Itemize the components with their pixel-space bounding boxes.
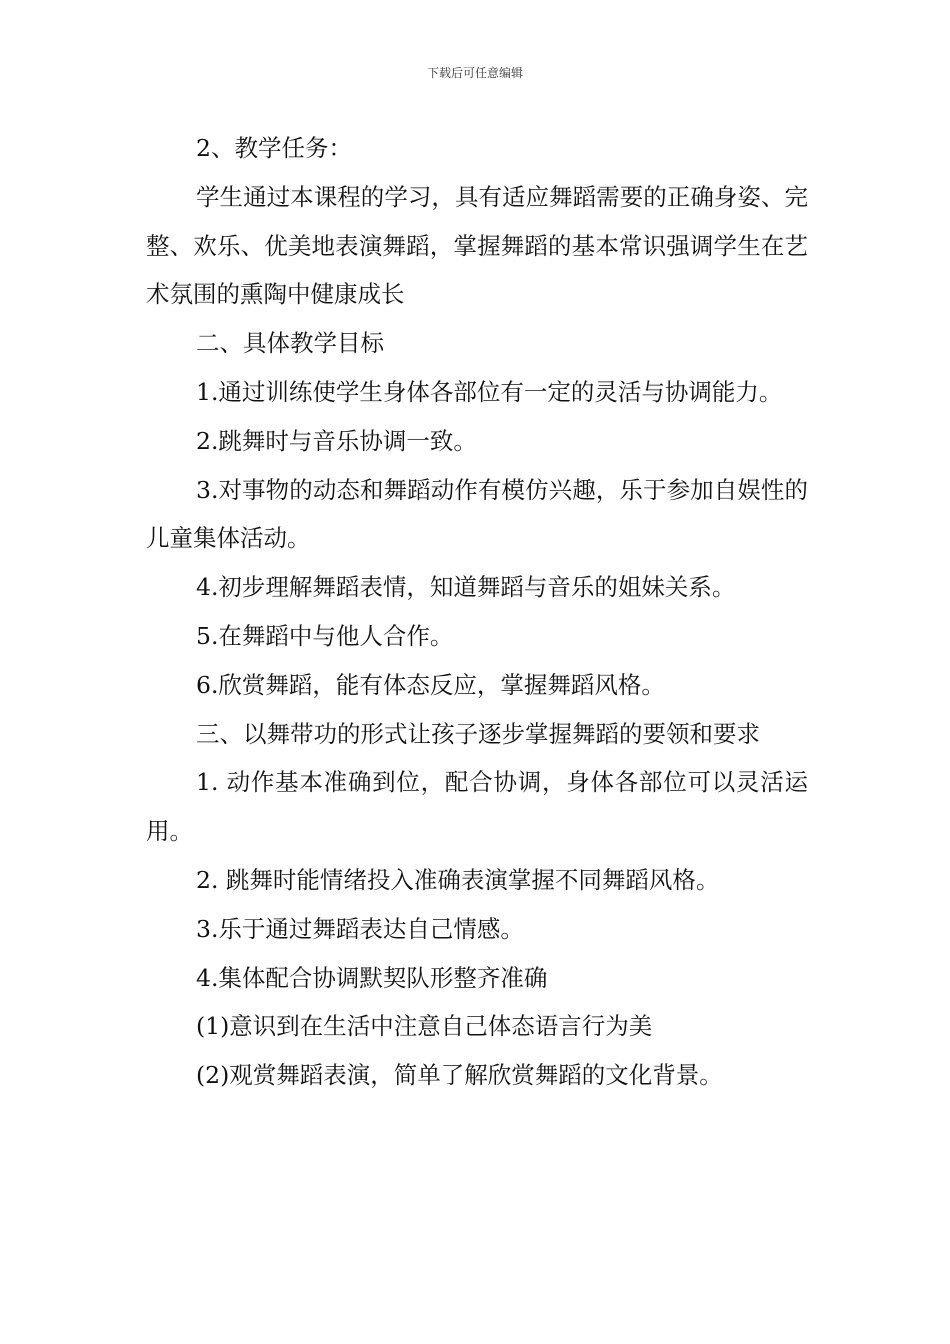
section-requirements-heading: 三、以舞带功的形式让孩子逐步掌握舞蹈的要领和要求 [196, 719, 760, 748]
sub-item-2: (2)观赏舞蹈表演，简单了解欣赏舞蹈的文化背景。 [196, 1061, 723, 1090]
requirement-item-3: 3.乐于通过舞蹈表达自己情感。 [196, 914, 524, 943]
requirement-item-2: 2. 跳舞时能情绪投入准确表演掌握不同舞蹈风格。 [196, 865, 720, 894]
download-note: 下载后可任意编辑 [426, 66, 523, 80]
requirement-item-1: 1. 动作基本准确到位，配合协调，身体各部位可以灵活运用。 [146, 768, 808, 846]
sub-item-1: (1)意识到在生活中注意自己体态语言行为美 [196, 1012, 653, 1041]
goal-item-2: 2.跳舞时与音乐协调一致。 [196, 426, 477, 455]
section-goals-heading: 二、具体教学目标 [196, 329, 384, 358]
document-body [146, 124, 808, 1100]
requirement-item-4: 4.集体配合协调默契队形整齐准确 [196, 963, 548, 992]
task-paragraph: 学生通过本课程的学习，具有适应舞蹈需要的正确身姿、完整、欢乐、优美地表演舞蹈，掌握舞蹈的基本常识强调学生在艺术氛围的熏陶中健康成长 [146, 182, 808, 309]
goal-item-4: 4.初步理解舞蹈表情，知道舞蹈与音乐的姐妹关系。 [196, 573, 736, 602]
goal-item-3: 3.对事物的动态和舞蹈动作有模仿兴趣，乐于参加自娱性的儿童集体活动。 [146, 475, 808, 553]
section-task-heading: 2、教学任务： [196, 134, 352, 162]
goal-item-5: 5.在舞蹈中与他人合作。 [196, 621, 454, 650]
goal-item-1: 1.通过训练使学生身体各部位有一定的灵活与协调能力。 [196, 377, 783, 406]
goal-item-6: 6.欣赏舞蹈，能有体态反应，掌握舞蹈风格。 [196, 670, 665, 699]
